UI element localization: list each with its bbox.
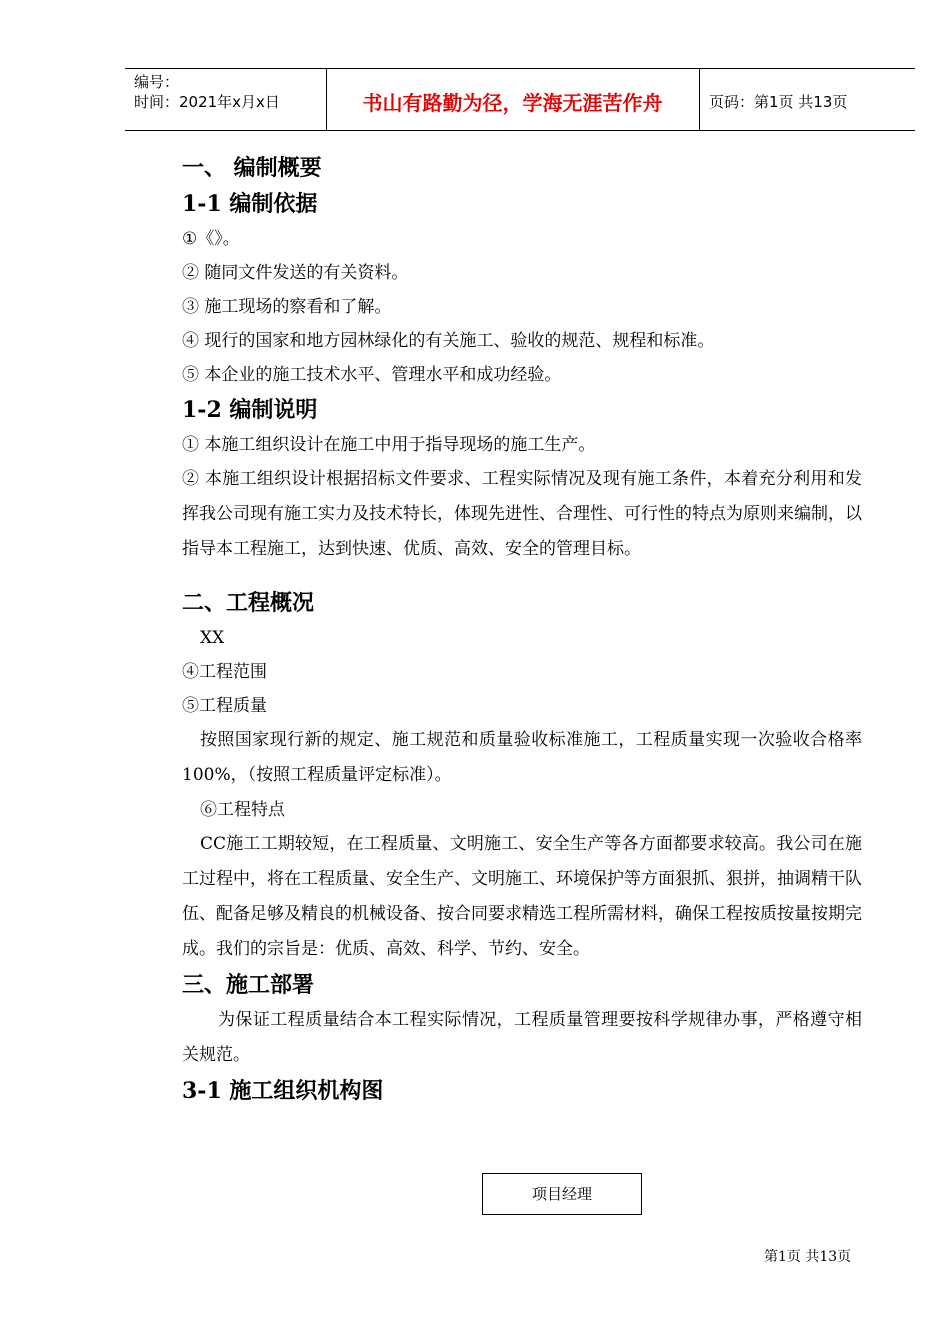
section-gap [182,567,862,585]
section-2-heading: 二、工程概况 [182,590,315,616]
header-middle-cell [326,69,700,130]
section-1-1-heading: 1-1 编制依据 [182,191,318,217]
header-left-cell [125,69,327,130]
quality-heading: ⑤工程质量 [182,696,267,716]
basis-item: ③ 施工现场的察看和了解。 [182,297,392,317]
section-1-2-heading: 1-2 编制说明 [182,397,318,423]
deployment-paragraph: 为保证工程质量结合本工程实际情况，工程质量管理要按科学规律办事，严格遵守相关规范。 [182,1010,862,1065]
explanation-item: ① 本施工组织设计在施工中用于指导现场的施工生产。 [182,435,596,455]
features-paragraph: CC施工工期较短，在工程质量、文明施工、安全生产等各方面都要求较高。我公司在施工过程中，将在工程质量、安全生产、文明施工、环境保护等方面狠抓、狠拼，抽调精干队伍、配备足够及精良的机械设备、按合同要求精选工程所需材料，确保工程按质按量按期完成。我们的宗旨是：优质、高效、科学、节约、安全。 [182,834,862,959]
header-page-number: 页码：第1页 共13页 [709,93,848,111]
scope-heading: ④工程范围 [182,662,267,682]
org-chart-project-manager-box: 项目经理 [482,1173,642,1215]
document-time-label: 时间：2021年x月x日 [134,93,280,111]
page-footer-number: 第1页 共13页 [764,1249,852,1265]
features-heading: ⑥工程特点 [200,800,285,820]
quality-paragraph: 按照国家现行新的规定、施工规范和质量验收标准施工，工程质量实现一次验收合格率100%，（按照工程质量评定标准）。 [182,730,862,785]
basis-item: ①《》。 [182,229,240,249]
header-right-cell [700,69,915,130]
section-1-heading: 一、 编制概要 [182,155,322,181]
basis-item: ⑤ 本企业的施工技术水平、管理水平和成功经验。 [182,365,562,385]
document-number-label: 编号： [134,73,180,91]
basis-item: ④ 现行的国家和地方园林绿化的有关施工、验收的规范、规程和标准。 [182,331,715,351]
document-body [182,150,862,1109]
section-3-heading: 三、施工部署 [182,972,315,998]
header-motto: 书山有路勤为径，学海无涯苦作舟 [362,91,663,115]
page-header [125,68,915,131]
project-name-placeholder: XX [200,628,225,648]
section-3-1-heading: 3-1 施工组织机构图 [182,1078,384,1104]
basis-item: ② 随同文件发送的有关资料。 [182,263,409,283]
explanation-paragraph: ② 本施工组织设计根据招标文件要求、工程实际情况及现有施工条件，本着充分利用和发挥我公司现有施工实力及技术特长，体现先进性、合理性、可行性的特点为原则来编制，以指导本工程施工，达到快速、优质、高效、安全的管理目标。 [182,469,862,559]
